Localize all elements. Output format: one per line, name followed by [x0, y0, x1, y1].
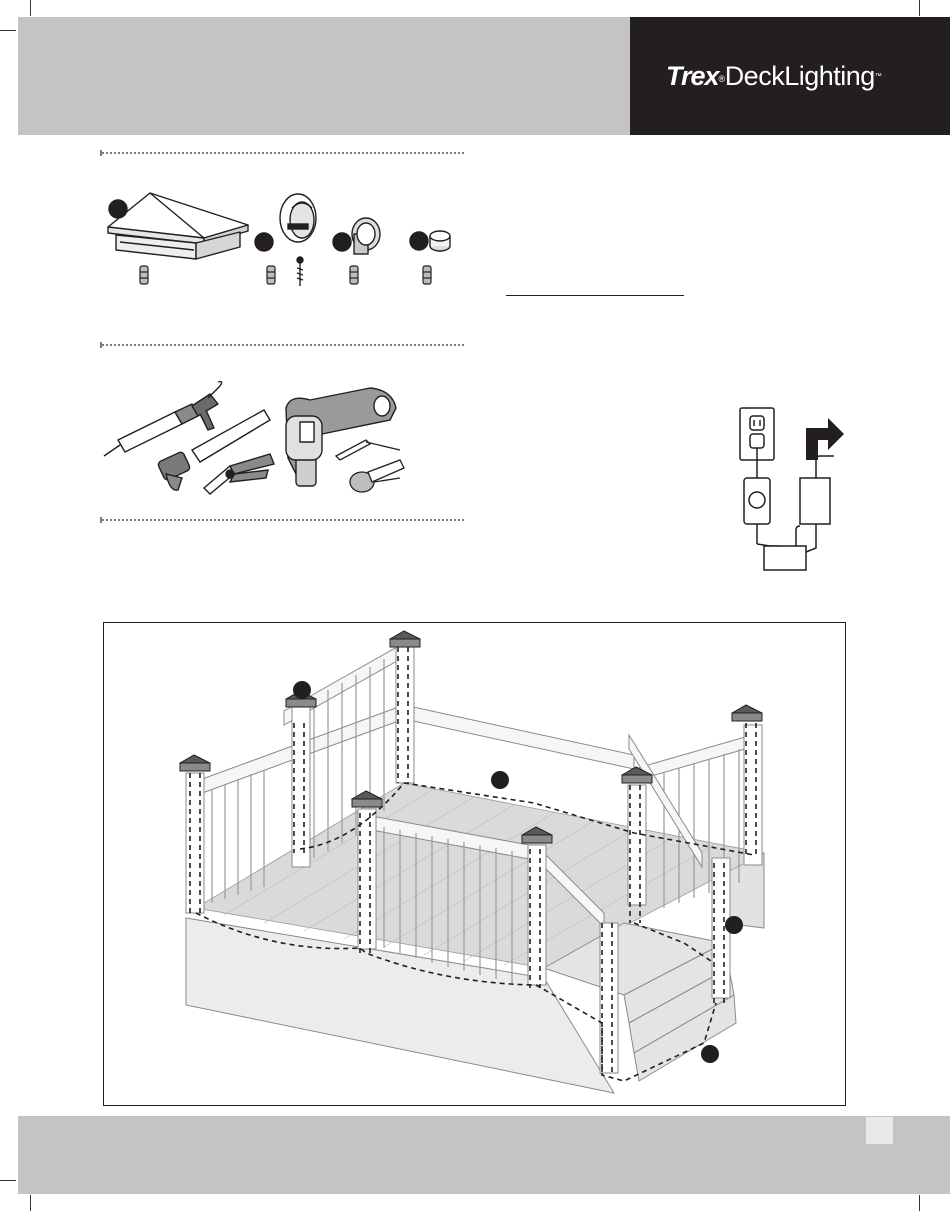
brand-logo: Trex®DeckLighting™: [666, 61, 882, 91]
heading-underline: [506, 295, 684, 296]
railing: [186, 643, 759, 799]
transformer-icon: [764, 456, 834, 570]
crop-mark: [30, 1195, 31, 1211]
crop-mark: [30, 0, 31, 16]
forstner-bit-icon: [350, 460, 404, 492]
screw-icon: [297, 257, 303, 286]
wire-connector-icon: [350, 266, 358, 284]
wire-connector-icon: [423, 266, 431, 284]
section-divider: [102, 519, 464, 521]
timer-icon: [744, 448, 780, 546]
crop-mark: [0, 1180, 16, 1181]
crop-mark: [919, 0, 920, 16]
deck-diagram: [103, 622, 846, 1106]
deck-illustration: [104, 623, 845, 1105]
wire-connector-icon: [267, 266, 275, 284]
header-band: [18, 17, 630, 135]
section-divider: [102, 152, 464, 154]
wiring-illustration: [720, 400, 850, 575]
tools-illustration: [100, 378, 410, 503]
post-cap-light-icon: [108, 193, 248, 259]
section-divider: [102, 344, 464, 346]
deck-dot-light-icon: [410, 231, 450, 251]
riser-light-icon: [255, 194, 316, 251]
parts-illustration: [104, 180, 464, 295]
wire-stripper-icon: [204, 454, 274, 494]
drill-bit-icon: [336, 440, 400, 460]
footer-band: [18, 1116, 950, 1194]
recessed-deck-light-icon: [333, 218, 380, 254]
arrow-icon: [806, 418, 844, 460]
wire-connector-icon: [140, 266, 148, 284]
crop-mark: [919, 1195, 920, 1211]
page-number-box: [866, 1117, 893, 1144]
crop-mark: [0, 30, 16, 31]
